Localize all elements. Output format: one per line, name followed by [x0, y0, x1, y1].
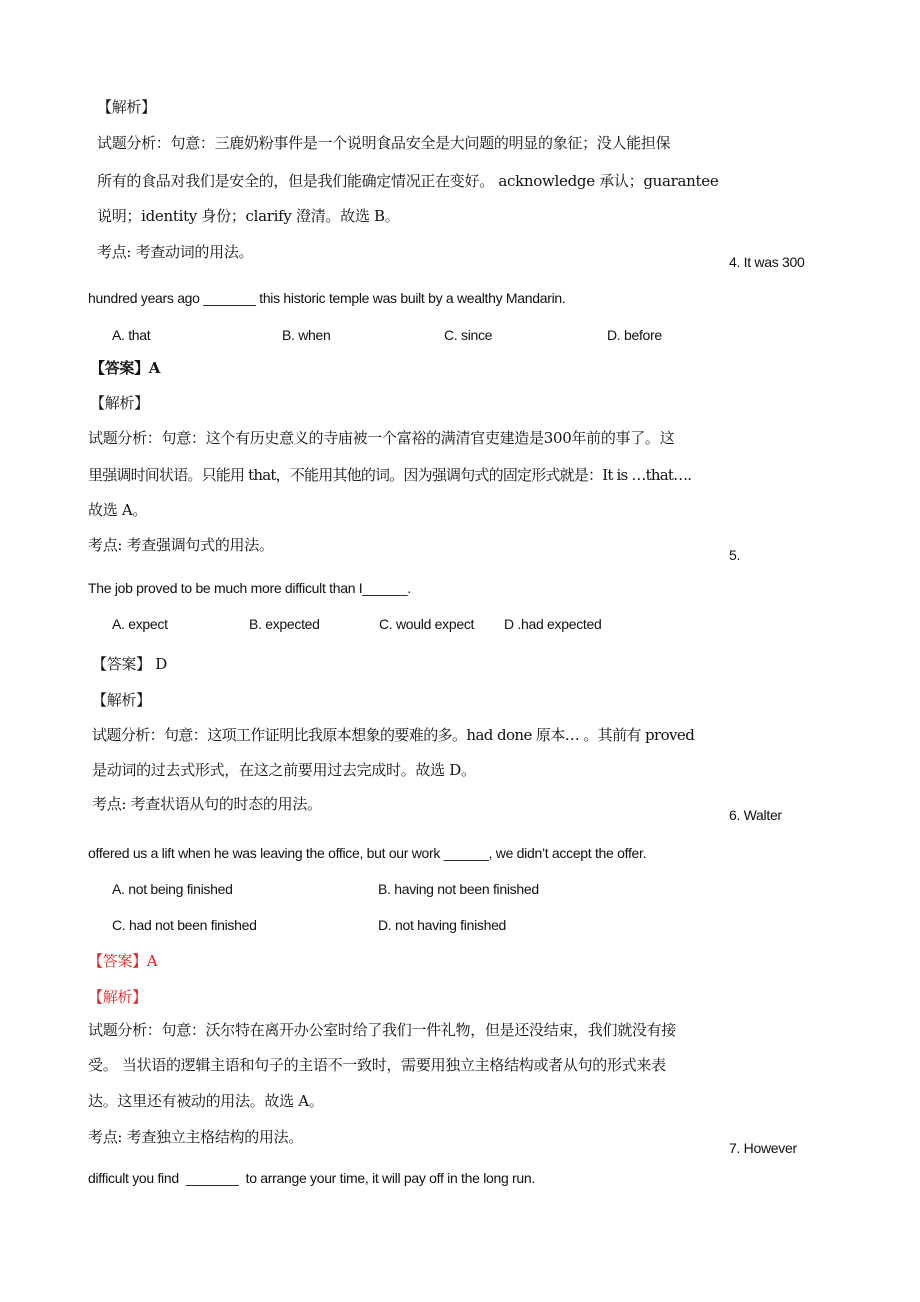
test-point: 考点: 考查强调句式的用法。 [88, 536, 274, 554]
section-heading: 【解析】 [90, 394, 149, 412]
question-stem: difficult you find _______ to arrange your time, it will pay off in the long run. [88, 1170, 535, 1186]
section-heading: 【解析】 [92, 691, 151, 709]
answer: 【答案】 D [92, 655, 167, 673]
analysis-line: 里强调时间状语。只能用 that，不能用其他的词。因为强调句式的固定形式就是：It is …that…. [88, 466, 692, 484]
option: B. when [282, 327, 331, 343]
analysis-line: 达。这里还有被动的用法。故选 A。 [88, 1092, 324, 1110]
option: D .had expected [504, 616, 602, 632]
analysis-line: 受。 当状语的逻辑主语和句子的主语不一致时，需要用独立主格结构或者从句的形式来表 [88, 1056, 666, 1074]
option: A. not being finished [112, 881, 233, 897]
answer: 【答案】A [88, 952, 158, 970]
option: B. having not been finished [378, 881, 539, 897]
section-heading: 【解析】 [88, 988, 147, 1006]
analysis-line: 试题分析：句意：这个有历史意义的寺庙被一个富裕的满清官吏建造是300年前的事了。这 [88, 429, 675, 447]
test-point: 考点: 考查动词的用法。 [97, 243, 254, 261]
option: C. would expect [379, 616, 475, 632]
option: B. expected [249, 616, 320, 632]
question-stem: hundred years ago _______ this historic temple was built by a wealthy Mandarin. [88, 290, 566, 306]
analysis-line: 所有的食品对我们是安全的，但是我们能确定情况正在变好。 acknowledge 承认；guarantee [97, 172, 719, 190]
analysis-line: 是动词的过去式形式，在这之前要用过去完成时。故选 D。 [92, 761, 476, 779]
question-number: 6. Walter [729, 807, 782, 823]
answer: 【答案】A [90, 359, 161, 377]
question-number: 4. It was 300 [729, 254, 805, 270]
question-number: 7. However [729, 1140, 797, 1156]
analysis-line: 说明；identity 身份；clarify 澄清。故选 B。 [97, 207, 400, 225]
question-stem: The job proved to be much more difficult than I______. [88, 580, 411, 596]
analysis-line: 试题分析：句意：这项工作证明比我原本想象的要难的多。had done 原本… 。其前有 proved [92, 726, 695, 744]
analysis-line: 试题分析：句意：沃尔特在离开办公室时给了我们一件礼物，但是还没结束，我们就没有接 [88, 1021, 677, 1039]
option: C. since [444, 327, 493, 343]
question-number: 5. [729, 547, 741, 563]
question-stem: offered us a lift when he was leaving the office, but our work ______, we didn’t accept the offer. [88, 845, 647, 861]
section-heading: 【解析】 [97, 98, 156, 116]
test-point: 考点: 考查状语从句的时态的用法。 [92, 795, 322, 813]
option: D. before [607, 327, 662, 343]
option: D. not having finished [378, 917, 507, 933]
option: C. had not been finished [112, 917, 257, 933]
option: A. that [112, 327, 151, 343]
option: A. expect [112, 616, 168, 632]
analysis-line: 故选 A。 [88, 501, 148, 519]
test-point: 考点: 考查独立主格结构的用法。 [88, 1128, 304, 1146]
analysis-line: 试题分析：句意：三鹿奶粉事件是一个说明食品安全是大问题的明显的象征；没人能担保 [97, 134, 671, 152]
